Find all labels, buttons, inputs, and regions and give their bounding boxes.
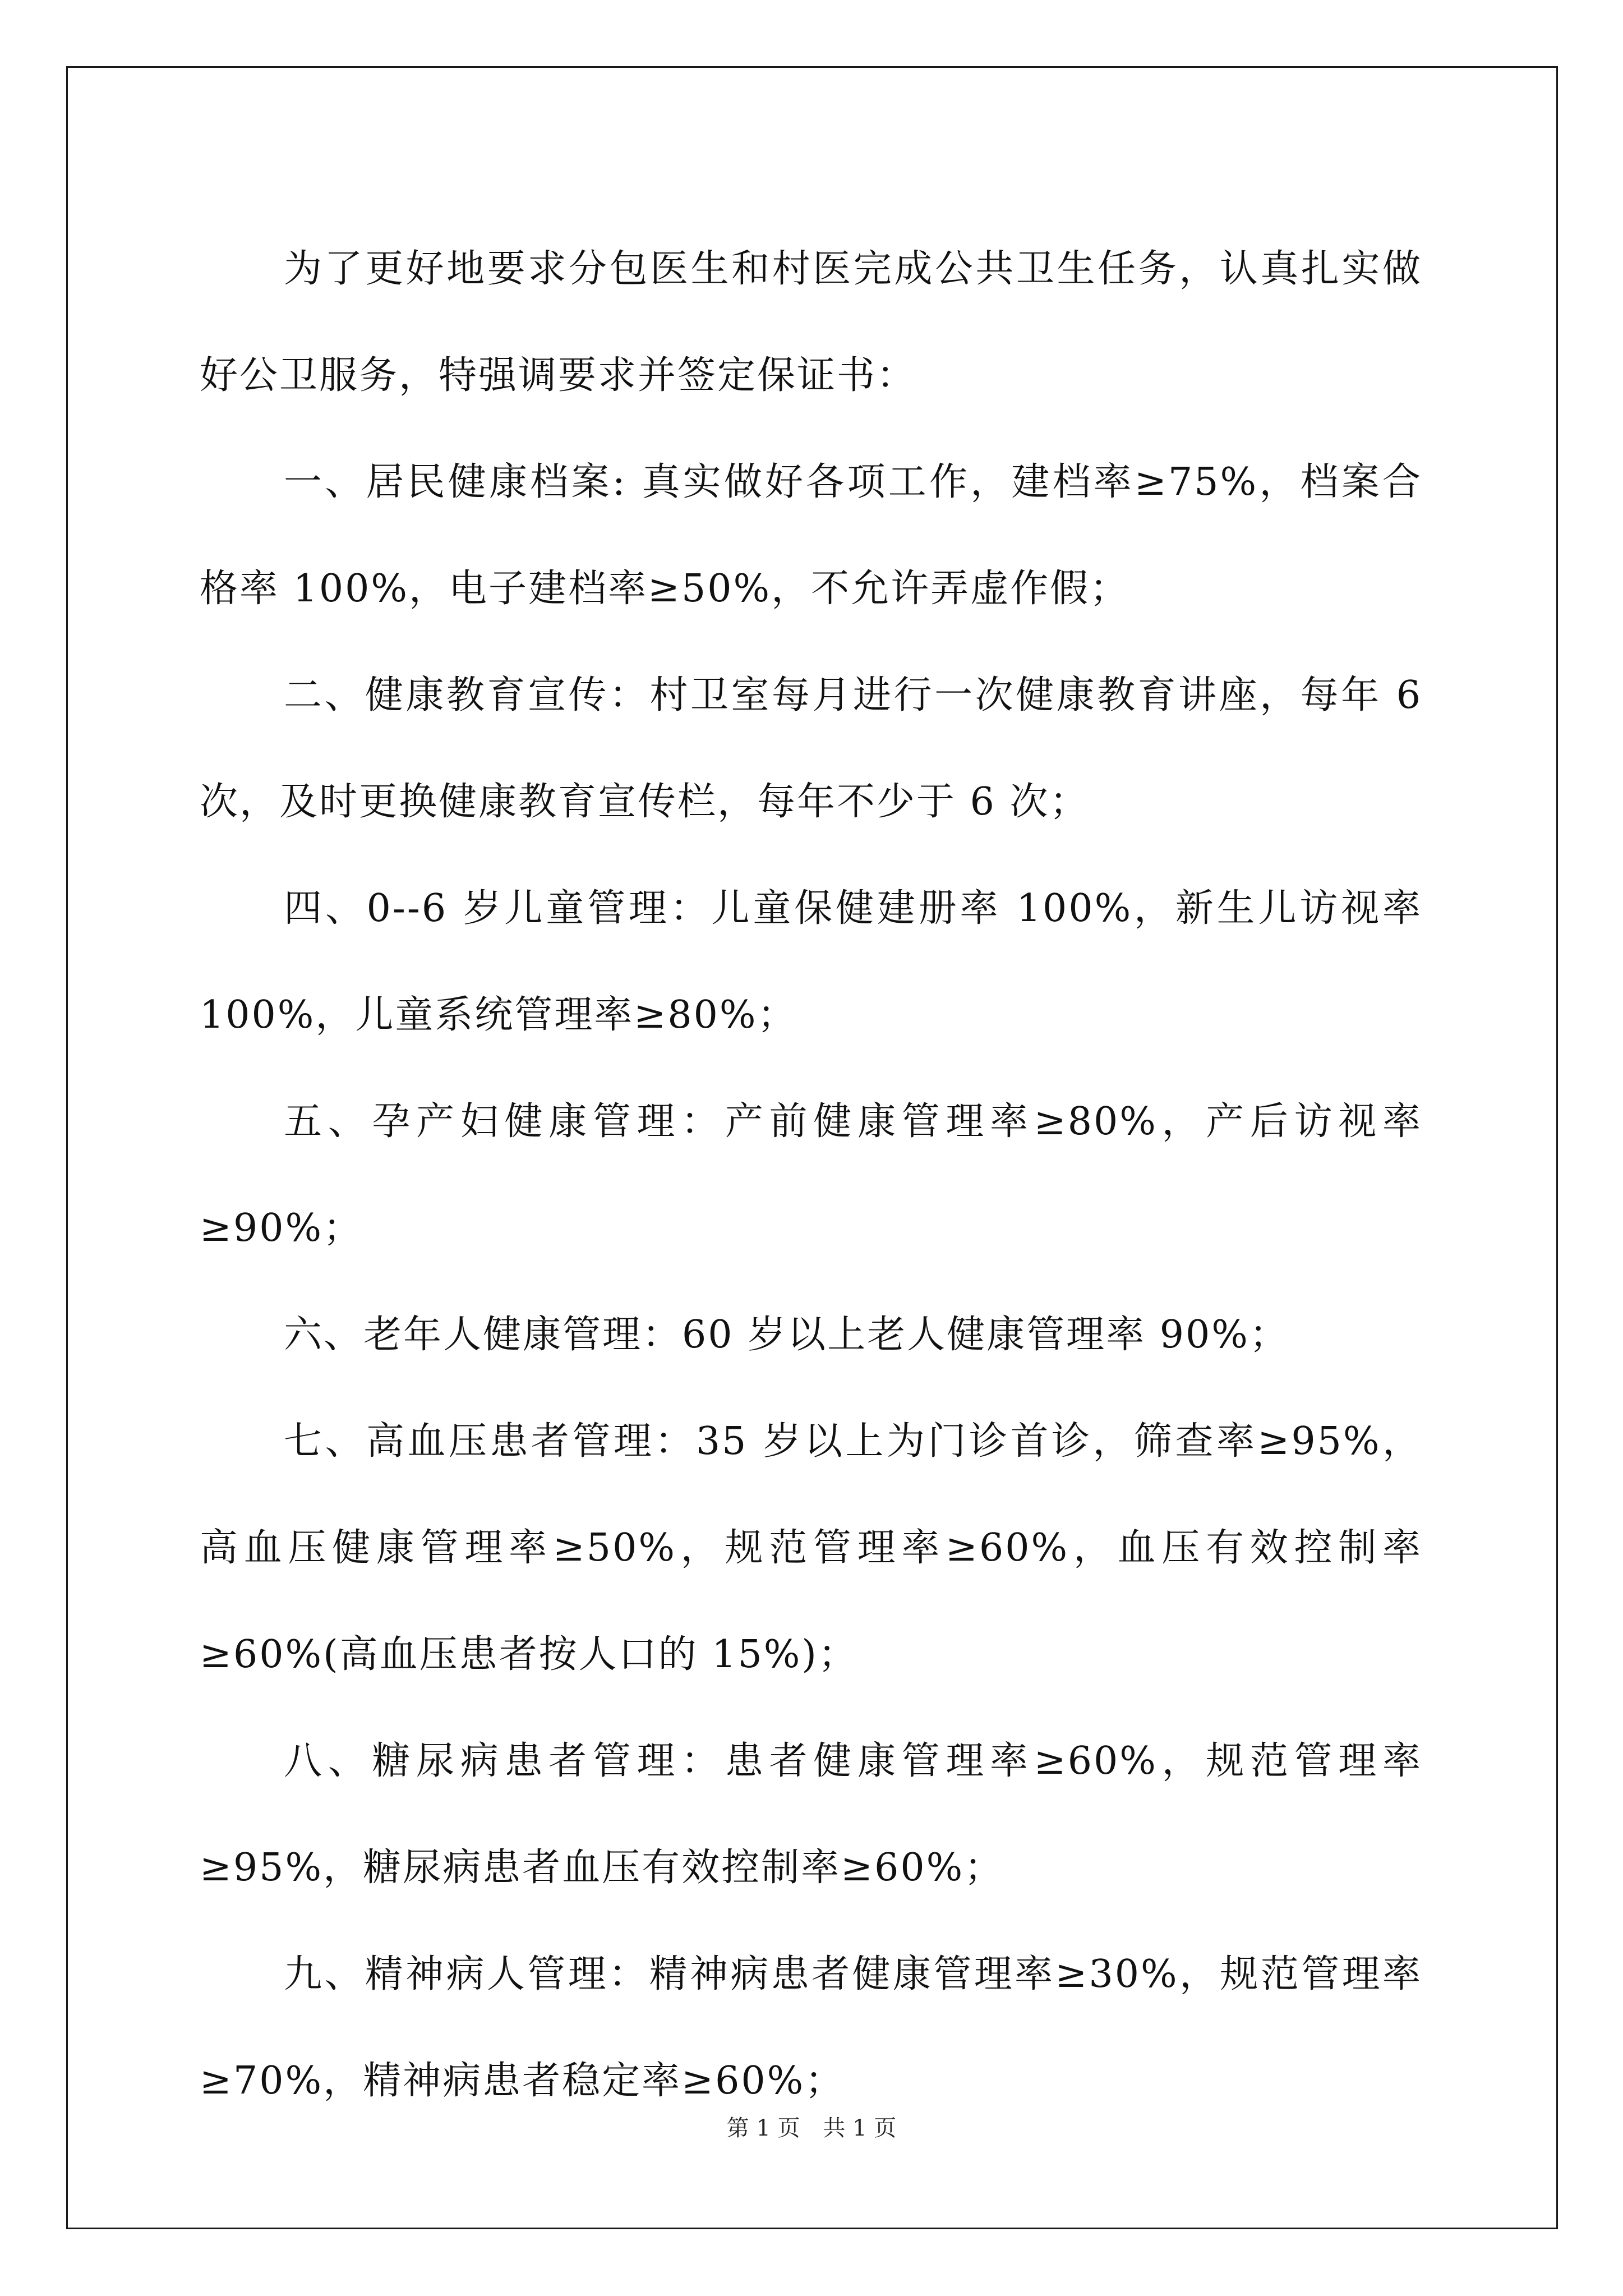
- paragraph-intro: 为了更好地要求分包医生和村医完成公共卫生任务，认真扎实做好公卫服务，特强调要求并签定保证书：: [200, 247, 1422, 398]
- paragraph-item-1: 一、居民健康档案: 真实做好各项工作，建档率≥75%，档案合格率 100%，电子建档率≥50%，不允许弄虚作假；: [200, 460, 1422, 611]
- paragraph-item-9: 九、精神病人管理：精神病患者健康管理率≥30%，规范管理率≥70%，精神病患者稳定率≥60%；: [200, 1952, 1422, 2103]
- document-body: [200, 216, 1436, 2134]
- paragraph-item-7: 七、高血压患者管理：35 岁以上为门诊首诊，筛查率≥95%，高血压健康管理率≥50%，规范管理率≥60%，血压有效控制率≥60%(高血压患者按人口的 15%)；: [200, 1419, 1422, 1677]
- page-total: 共 1 页: [823, 2115, 897, 2141]
- paragraph-item-4: 四、0--6 岁儿童管理：儿童保健建册率 100%，新生儿访视率 100%，儿童系统管理率≥80%；: [200, 886, 1436, 1037]
- paragraph-item-6: 六、老年人健康管理：60 岁以上老人健康管理率 90%；: [284, 1313, 1289, 1357]
- page-number: 第 1 页: [726, 2115, 800, 2141]
- page-footer: [0, 2110, 1623, 2142]
- paragraph-item-2: 二、健康教育宣传：村卫室每月进行一次健康教育讲座，每年 6 次，及时更换健康教育宣传栏，每年不少于 6 次；: [200, 673, 1436, 824]
- paragraph-item-5: 五、孕产妇健康管理：产前健康管理率≥80%，产后访视率≥90%；: [200, 1099, 1422, 1250]
- paragraph-item-8: 八、糖尿病患者管理：患者健康管理率≥60%，规范管理率≥95%，糖尿病患者血压有效控制率≥60%；: [200, 1739, 1422, 1890]
